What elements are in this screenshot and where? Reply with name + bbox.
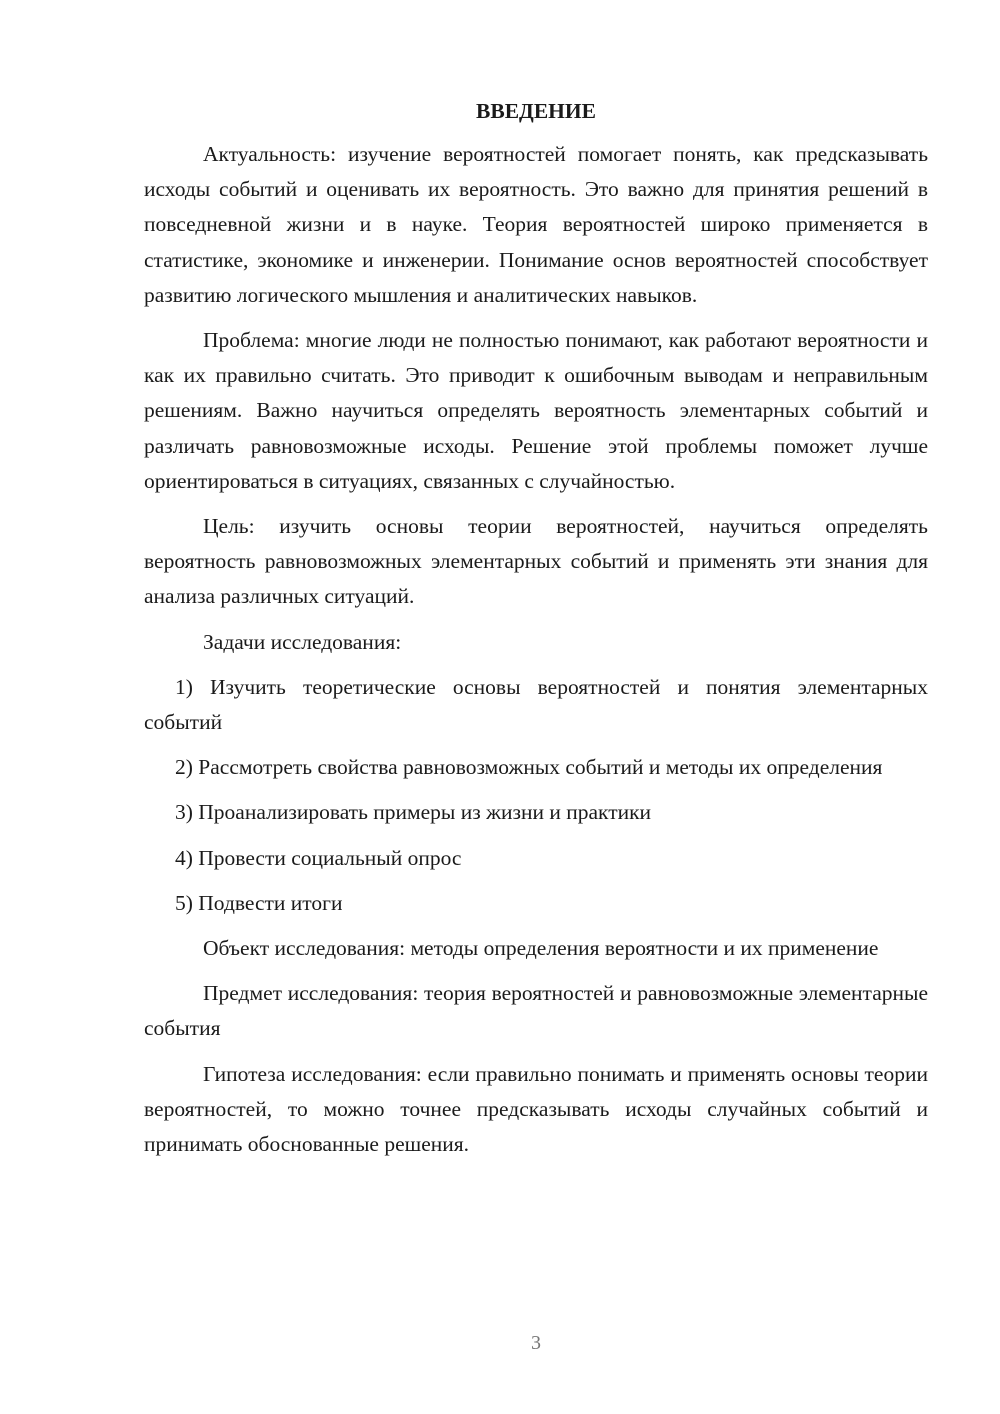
hypothesis-paragraph: Гипотеза исследования: если правильно понимать и применять основы теории вероятностей, то можно точнее предсказывать исходы случайных событий и принимать обоснованные решения. [144,1061,928,1157]
task-item-3: 3) Проанализировать примеры из жизни и практики [175,800,652,825]
task-item-5: 5) Подвести итоги [175,890,343,915]
problem-paragraph: Проблема: многие люди не полностью понимают, как работают вероятности и как их правильно считать. Это приводит к ошибочным выводам и неправильным решениям. Важно научиться определять вероятность элементарных событий и различать равновозможные исходы. Решение этой проблемы поможет лучше ориентироваться в ситуациях, связанных с случайностью. [144,328,928,493]
subject-paragraph: Предмет исследования: теория вероятностей и равновозможные элементарные события [144,981,928,1041]
goal-paragraph: Цель: изучить основы теории вероятностей, научиться определять вероятность равновозможных элементарных событий и применять эти знания для анализа различных ситуаций. [144,514,928,609]
page-number: 3 [531,1332,541,1354]
task-item-1: 1) Изучить теоретические основы вероятностей и понятия элементарных событий [144,674,928,735]
object-paragraph: Объект исследования: методы определения вероятности и их применение [203,936,879,961]
relevance-paragraph: Актуальность: изучение вероятностей помогает понять, как предсказывать исходы событий и оценивать их вероятность. Это важно для принятия решений в повседневной жизни и в науке. Теория вероятностей широко применяется в статистике, экономике и инженерии. Понимание основ вероятностей способствует развитию логического мышления и аналитических навыков. [144,142,928,307]
tasks-heading: Задачи исследования: [203,629,402,654]
page-title: ВВЕДЕНИЕ [476,99,596,123]
document-page [144,96,928,1172]
task-item-2: 2) Рассмотреть свойства равновозможных событий и методы их определения [175,755,883,780]
task-item-4: 4) Провести социальный опрос [175,845,462,870]
